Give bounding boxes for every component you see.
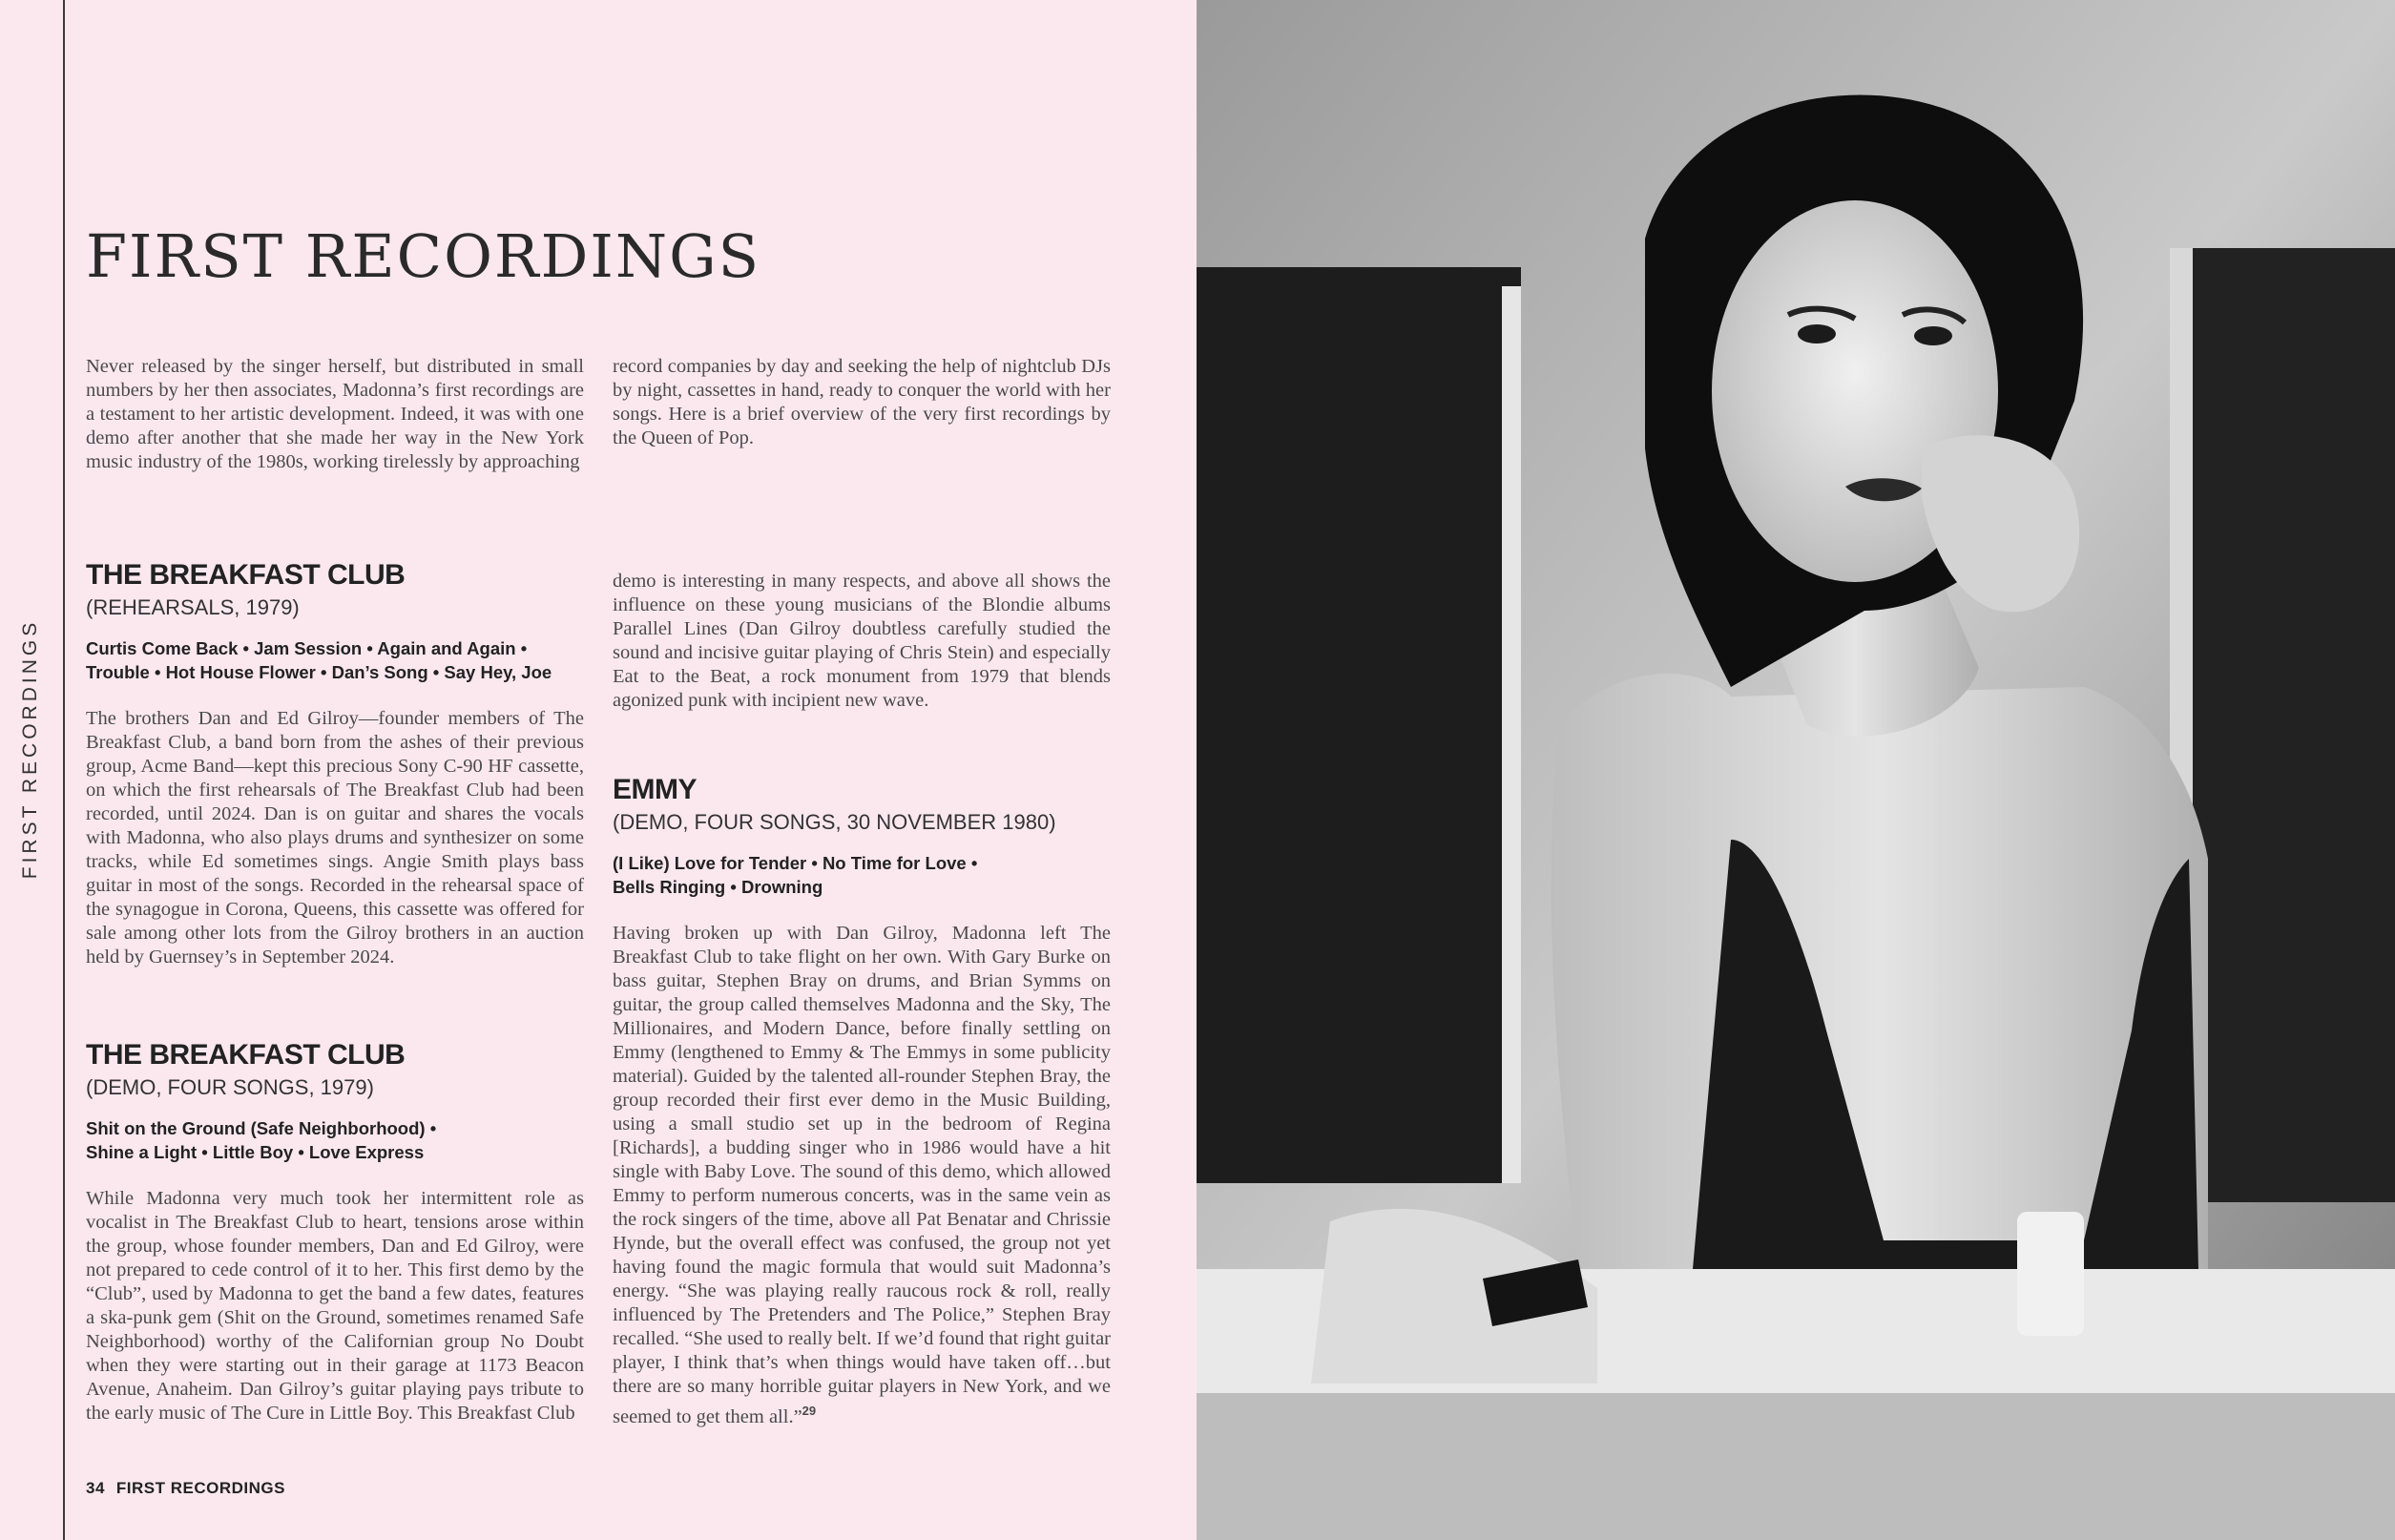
section-text: While Madonna very much took her intermittent role as vocalist in The Breakfast Club to heart, tensions arose within the group, whose founder members, Dan and Ed Gilroy, were not prepared to cede control of it to her. This first demo by the “Club”, used by Madonna to get the band a few dates, features a ska-punk gem (Shit on the Ground, sometimes renamed Safe Neighborhood) worthy of the Californian group No Doubt when they were starting out in their garage at 1173 Beacon Avenue, Anaheim. Dan Gilroy’s guitar playing pays tribute to the early music of The Cure in Little Boy. This Breakfast Club (86, 1188, 584, 1424)
section-text (613, 922, 1111, 1429)
track-line: Trouble • Hot House Flower • Dan’s Song • Say Hey, Joe (86, 662, 552, 682)
track-list (86, 1116, 584, 1164)
section-title: THE BREAKFAST CLUB (86, 559, 406, 591)
intro-column-right (613, 355, 1111, 450)
section-subtitle: (DEMO, FOUR SONGS, 1979) (86, 1075, 374, 1099)
track-line: Shit on the Ground (Safe Neighborhood) • (86, 1118, 437, 1138)
side-running-label: FIRST RECORDINGS (19, 618, 41, 880)
section-breakfast-club-demo (86, 1038, 584, 1426)
section-text: The brothers Dan and Ed Gilroy—founder members of The Breakfast Club, a band born from the ashes of their previous group, Acme Band—kept this precious Sony C-90 HF cassette, on which the first rehearsals of The Breakfast Club had been recorded, until 2024. Dan is on guitar and shares the vocals with Madonna, who also plays drums and synthesizer on some tracks, while Ed sometimes sings. Angie Smith plays bass guitar in most of the songs. Recorded in the rehearsal space of the synagogue in Corona, Queens, this cassette was offered for sale among other lots from the Gilroy brothers in an auction held by Guernsey’s in September 2024. (86, 708, 584, 968)
section-breakfast-club-rehearsals (86, 558, 584, 969)
page-title: FIRST RECORDINGS (86, 221, 761, 291)
page-footer (86, 1479, 285, 1498)
margin-rule (63, 0, 65, 1540)
footer-running-title: FIRST RECORDINGS (115, 1479, 285, 1497)
section-subtitle: (DEMO, FOUR SONGS, 30 NOVEMBER 1980) (613, 810, 1056, 834)
section-text-body: Having broken up with Dan Gilroy, Madonna left The Breakfast Club to take flight on her own. With Gary Burke on bass guitar, Stephen Bray on drums, and Brian Symms on guitar, the group called themselves Madonna and the Sky, The Millionaires, and Modern Dance, before finally settling on Emmy (lengthened to Emmy & The Emmys in some publicity material). Guided by the talented all-rounder Stephen Bray, the group recorded their first ever demo in the Music Building, using a small studio set up in the bedroom of Regina [Richards], a budding singer who in 1986 would have a hit single with Baby Love. The sound of this demo, which allowed Emmy to perform numerous concerts, was in the same vein as the rock singers of the time, above all Pat Benatar and Chrissie Hynde, but the overall effect was confused, the group not yet having found the magic formula that would suit Madonna’s energy. “She was playing really raucous rock & roll, really influenced by The Pretenders and The Police,” Stephen Bray recalled. “She used to really belt. If we’d found that right guitar player, I think that’s when things would have taken off…but there are so many horrible guitar players in New York, and we seemed to get them all.” (613, 923, 1111, 1427)
intro-column-left (86, 355, 584, 474)
track-line: (I Like) Love for Tender • No Time for Love • (613, 853, 978, 873)
track-line: Curtis Come Back • Jam Session • Again and Again • (86, 638, 528, 658)
track-line: Bells Ringing • Drowning (613, 877, 823, 897)
portrait-photo (1197, 0, 2395, 1540)
track-line: Shine a Light • Little Boy • Love Express (86, 1142, 425, 1162)
section-title: THE BREAKFAST CLUB (86, 1039, 406, 1071)
intro-text-left: Never released by the singer herself, but distributed in small numbers by her then associates, Madonna’s first recordings are a testament to her artistic development. Indeed, it was with one demo after another that she made her way in the New York music industry of the 1980s, working tirelessly by approaching (86, 356, 584, 472)
section-emmy (613, 773, 1111, 1429)
portrait-photo-image (1197, 0, 2395, 1540)
section-subtitle: (REHEARSALS, 1979) (86, 595, 300, 619)
section-title: EMMY (613, 774, 697, 805)
footnote-marker: 29 (802, 1404, 817, 1418)
page-number: 34 (86, 1479, 105, 1497)
left-page (0, 0, 1197, 1540)
intro-text-right: record companies by day and seeking the help of nightclub DJs by night, cassettes in hand, ready to conquer the world with her songs. Here is a brief overview of the very first recordings by the Queen of Pop. (613, 356, 1111, 448)
section-breakfast-club-demo-continued (613, 570, 1111, 713)
track-list (613, 851, 1111, 899)
section-text-continued: demo is interesting in many respects, and above all shows the influence on these young musicians of the Blondie albums Parallel Lines (Dan Gilroy doubtless carefully studied the sound and incisive guitar playing of Chris Stein) and especially Eat to the Beat, a rock monument from 1979 that blends agonized punk with incipient new wave. (613, 571, 1111, 711)
track-list (86, 636, 584, 684)
